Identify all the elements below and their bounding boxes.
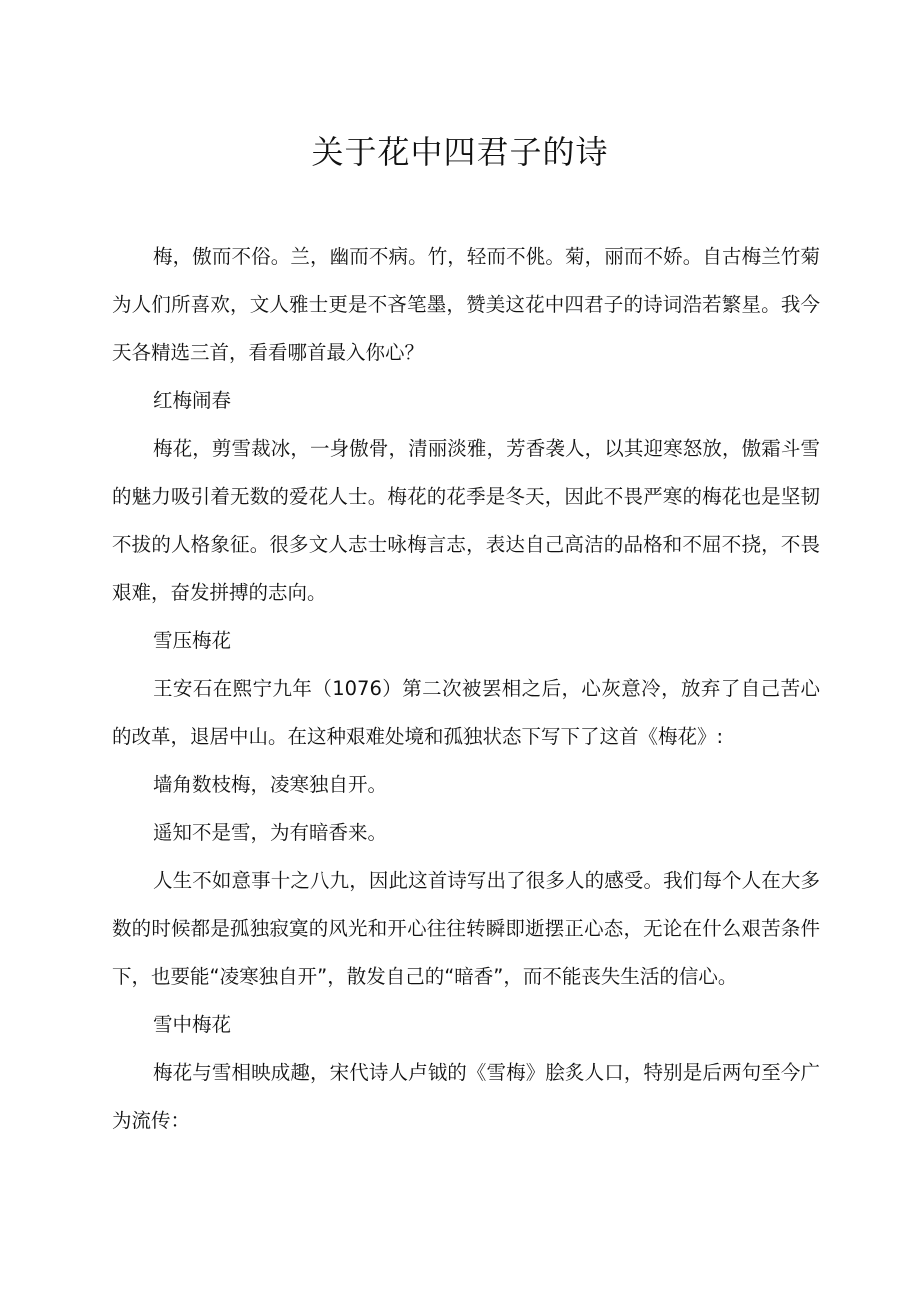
lu-yue-paragraph: 梅花与雪相映成趣，宋代诗人卢钺的《雪梅》脍炙人口，特别是后两句至今广为流传： [112,1061,820,1132]
reflection-paragraph: 人生不如意事十之八九，因此这首诗写出了很多人的感受。我们每个人在大多数的时候都是孤独寂寞的风光和开心往往转瞬即逝摆正心态，无论在什么艰苦条件下，也要能“凌寒独自开”，散发自己的“暗香”，而不能丧失生活的信心。 [112,869,820,988]
section-heading-snow-plum: 雪压梅花 [153,629,232,652]
poem-line-1: 墙角数枝梅，凌寒独自开。 [153,773,388,796]
section-heading-plum-in-snow: 雪中梅花 [153,1013,232,1036]
plum-description-paragraph: 梅花，剪雪裁冰，一身傲骨，清丽淡雅，芳香袭人，以其迎寒怒放，傲霜斗雪的魅力吸引着无数的爱花人士。梅花的花季是冬天，因此不畏严寒的梅花也是坚韧不拔的人格象征。很多文人志士咏梅言志，表达自己高洁的品格和不屈不挠，不畏艰难，奋发拼搏的志向。 [112,437,820,604]
section-heading-red-plum: 红梅闹春 [153,389,232,412]
poem-line-2: 遥知不是雪，为有暗香来。 [153,821,388,844]
wang-anshi-paragraph: 王安石在熙宁九年（1076）第二次被罢相之后，心灰意冷，放弃了自己苦心的改革，退居中山。在这种艰难处境和孤独状态下写下了这首《梅花》: [112,677,820,748]
intro-paragraph: 梅，傲而不俗。兰，幽而不病。竹，轻而不佻。菊，丽而不娇。自古梅兰竹菊为人们所喜欢，文人雅士更是不吝笔墨，赞美这花中四君子的诗词浩若繁星。我今天各精选三首，看看哪首最入你心？ [112,245,820,364]
page-title: 关于花中四君子的诗 [311,133,609,171]
document-body [112,233,820,1145]
